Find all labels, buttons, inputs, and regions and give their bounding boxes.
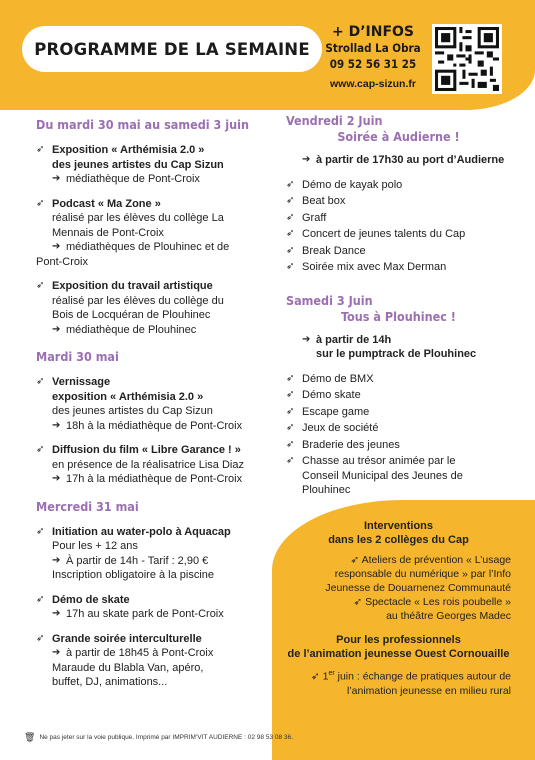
item-place: ➔ à partir de 18h45 à Pont-Croix (52, 647, 214, 659)
hand-pointer-icon: ➶ (36, 525, 45, 537)
arrow-right-icon: ➔ (52, 647, 61, 658)
pros-line: l’animation jeunesse en milieu rural (346, 684, 511, 697)
list-item (36, 197, 268, 241)
item-desc: Inscription obligatoire à la piscine (52, 569, 215, 581)
hand-pointer-icon: ➶ (286, 372, 295, 384)
interventions-heading: Interventions (363, 520, 434, 532)
list-item: ➶ Break Dance (286, 244, 366, 257)
item-desc: réalisé par les élèves du collège du (52, 294, 224, 307)
item-desc: Maraude du Blabla Van, apéro, (52, 661, 204, 674)
section-heading: Tous à Plouhinec ! (341, 308, 456, 324)
hand-pointer-icon: ➶ (286, 211, 295, 223)
list-item: ➶ Braderie des jeunes (286, 438, 400, 451)
list-item (286, 454, 511, 498)
hand-pointer-icon: ➶ (286, 228, 295, 239)
list-item (36, 443, 268, 472)
pros-heading: Pour les professionnels (336, 634, 461, 646)
hand-pointer-icon: ➶ (286, 244, 295, 256)
right-column (286, 113, 511, 498)
arrow-right-icon: ➔ (302, 333, 311, 345)
infos-org: Strollad La Obra (325, 41, 421, 55)
list-item: ➶ Jeux de société (286, 422, 379, 434)
hand-pointer-icon: ➶ (310, 670, 323, 683)
item-place: ➔ 18h à la médiathèque de Pont-Croix (52, 419, 243, 432)
item-place: ➔ 17h à la médiathèque de Pont-Croix (52, 473, 243, 485)
item-place: ➔ médiathèque de Plouhinec (52, 323, 197, 336)
section-heading: Mercredi 31 mai (36, 498, 139, 514)
qr-code-icon (435, 27, 499, 91)
item-title: Démo de skate (52, 593, 130, 606)
page-title-pill (22, 26, 322, 72)
list-item: ➶ Beat box (286, 195, 346, 207)
item-place: ➔ À partir de 14h - Tarif : 2,90 € (52, 554, 209, 567)
hand-pointer-icon: ➶ (36, 197, 45, 209)
arrow-right-icon: ➔ (52, 241, 61, 252)
list-item (36, 593, 268, 608)
footer-text: Ne pas jeter sur la voie publique. Imprimé par IMPRIM’VIT AUDIERNE : 02 98 53 08 36. (39, 734, 293, 741)
footer (24, 732, 293, 743)
item-desc: buffet, DJ, animations... (52, 676, 168, 688)
item-desc: Mennais de Pont-Croix (52, 226, 164, 239)
list-item: ➶ Graff (286, 211, 327, 224)
item-title: Diffusion du film « Libre Garance ! » (52, 444, 241, 456)
trash-bin-icon: 🗑 (24, 732, 36, 742)
page-title: PROGRAMME DE LA SEMAINE (34, 39, 310, 59)
arrow-right-icon: ➔ (52, 554, 61, 566)
hand-pointer-icon: ➶ (286, 195, 295, 206)
hand-pointer-icon: ➶ (36, 593, 45, 605)
item-text: Plouhinec (302, 484, 351, 496)
arrow-right-icon: ➔ (52, 173, 61, 184)
left-column (36, 117, 268, 690)
section-heading: Du mardi 30 mai au samedi 3 juin (36, 117, 249, 132)
infos-title: + D’INFOS (331, 24, 415, 40)
item-text: Chasse au trésor animée par le (302, 455, 456, 467)
list-item (36, 632, 268, 647)
list-item (36, 375, 268, 419)
hand-pointer-icon: ➶ (286, 455, 295, 466)
hand-pointer-icon: ➶ (286, 405, 295, 417)
section-heading: Soirée à Audierne ! (337, 129, 460, 144)
item-desc: réalisé par les élèves du collège La (52, 212, 224, 224)
hand-pointer-icon: ➶ (286, 422, 295, 433)
section-heading: Samedi 3 Juin (286, 292, 373, 308)
interventions-line: Jeunesse de Douarnenez Communauté (325, 582, 511, 594)
arrow-right-icon: ➔ (52, 473, 61, 484)
interventions-line: ➶ Ateliers de prévention « L’usage (350, 554, 511, 566)
list-item: ➶ Démo skate (286, 389, 361, 401)
item-title: exposition « Arthémisia 2.0 » (52, 390, 204, 403)
item-title: Exposition du travail artistique (52, 280, 213, 292)
contact-info (322, 24, 424, 92)
hand-pointer-icon: ➶ (350, 554, 362, 566)
list-item: ➶ Concert de jeunes talents du Cap (286, 228, 466, 240)
list-item: ➶ Démo de kayak polo (286, 178, 403, 191)
hand-pointer-icon: ➶ (36, 444, 45, 455)
list-item (36, 525, 268, 554)
section-heading: Vendredi 2 Juin (286, 113, 383, 128)
item-desc: Bois de Locquéran de Plouhinec (52, 309, 211, 321)
arrow-right-icon: ➔ (52, 608, 61, 619)
list-item: ➶ Soirée mix avec Max Derman (286, 261, 447, 273)
hand-pointer-icon: ➶ (286, 261, 295, 272)
item-text: Conseil Municipal des Jeunes de (302, 469, 463, 482)
item-place: ➔ 17h au skate park de Pont-Croix (52, 608, 224, 620)
hand-pointer-icon: ➶ (36, 632, 45, 644)
interventions-line: ➶ Spectacle « Les rois poubelle » (353, 596, 511, 608)
hand-pointer-icon: ➶ (286, 389, 295, 400)
arrow-right-icon: ➔ (302, 154, 311, 165)
section-lead: ➔ à partir de 17h30 au port d’Audierne (302, 154, 505, 166)
interventions-block (286, 519, 511, 698)
item-desc: en présence de la réalisatrice Lisa Diaz (52, 458, 244, 471)
pros-heading: de l’animation jeunesse Ouest Cornouaille (287, 648, 510, 660)
item-title: Podcast « Ma Zone » (52, 197, 161, 210)
item-place-continued: Pont-Croix (36, 255, 88, 268)
item-title: Vernissage (52, 376, 111, 388)
item-desc: des jeunes artistes du Cap Sizun (52, 405, 213, 417)
item-place: ➔ médiathèques de Plouhinec et de (52, 241, 230, 253)
section-lead: sur le pumptrack de Plouhinec (316, 348, 477, 360)
arrow-right-icon: ➔ (52, 419, 61, 431)
item-title: Grande soirée interculturelle (52, 632, 202, 645)
item-title: Exposition « Arthémisia 2.0 » (52, 144, 205, 156)
hand-pointer-icon: ➶ (36, 144, 45, 155)
item-desc: des jeunes artistes du Cap Sizun (52, 158, 224, 171)
interventions-heading: dans les 2 collèges du Cap (328, 534, 469, 546)
pros-line: ➶ 1er juin : échange de pratiques autour de (310, 670, 511, 683)
list-item (36, 279, 268, 323)
list-item: ➶ Escape game (286, 405, 370, 418)
interventions-line: au théâtre Georges Madec (386, 610, 511, 622)
list-item: ➶ Démo de BMX (286, 372, 374, 385)
item-title: Initiation au water-polo à Aquacap (52, 525, 231, 538)
item-desc: Pour les + 12 ans (52, 540, 138, 552)
item-place: ➔ médiathèque de Pont-Croix (52, 173, 200, 185)
qr-code[interactable] (432, 24, 502, 94)
section-lead: ➔ à partir de 14h (302, 333, 392, 346)
infos-phone: 09 52 56 31 25 (329, 57, 417, 71)
section-heading: Mardi 30 mai (36, 349, 119, 364)
infos-web-link[interactable]: www.cap-sizun.fr (330, 78, 416, 90)
hand-pointer-icon: ➶ (353, 596, 366, 608)
hand-pointer-icon: ➶ (36, 280, 45, 291)
hand-pointer-icon: ➶ (36, 376, 45, 387)
hand-pointer-icon: ➶ (286, 438, 295, 450)
interventions-line: responsable du numérique » par l’Info (334, 568, 511, 580)
list-item (36, 143, 268, 172)
hand-pointer-icon: ➶ (286, 178, 295, 190)
arrow-right-icon: ➔ (52, 323, 61, 335)
